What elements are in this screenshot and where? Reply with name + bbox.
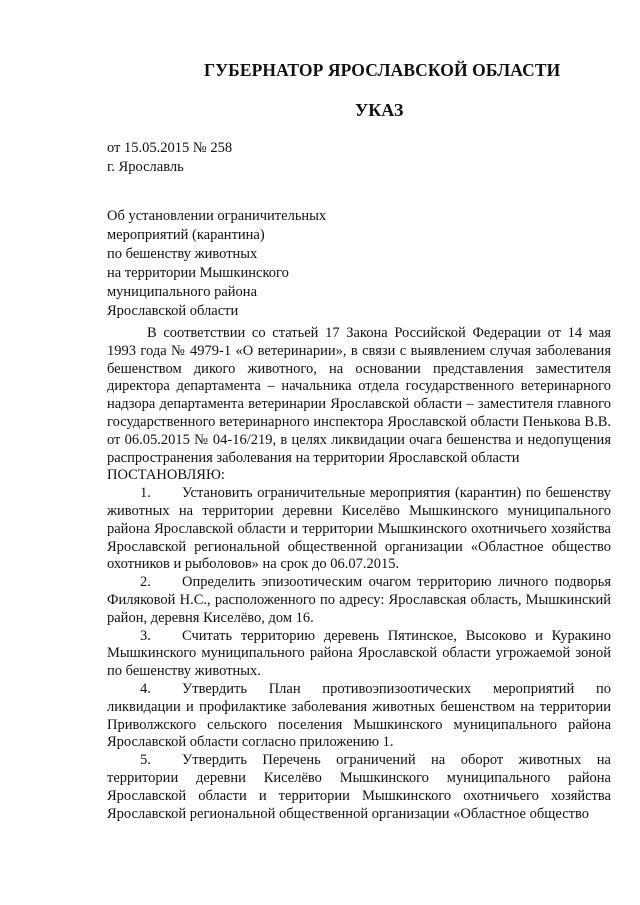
issuer-heading: ГУБЕРНАТОР ЯРОСЛАВСКОЙ ОБЛАСТИ [204,60,561,80]
item-number: 2. [140,574,151,591]
decree-word: ПОСТАНОВЛЯЮ: [107,467,225,484]
item-number: 1. [140,485,151,502]
preamble-paragraph: В соответствии со статьей 17 Закона Российской Федерации от 14 мая 1993 года № 4979-1 «О ветеринарии», в связи с выявлением случая заболевания бешенством дикого животного, на основании представления заместителя директора департамента – начальника отдела государственного ветеринарного надзора департамента ветеринарии Ярославской области – заместителя главного государственного ветеринарного инспектора Ярославской области Пенькова В.В. от 06.05.2015 № 04-16/219, в целях ликвидации очага бешенства и недопущения распространения заболевания на территории Ярославской области [107,325,611,466]
decree-item-1 [107,485,611,574]
item-text: Утвердить План противоэпизоотических мероприятий по ликвидации и профилактике заболевания животных бешенством на территории Приволжского сельского поселения Мышкинского муниципального района Ярославской области согласно приложению 1. [107,680,611,751]
item-number: 5. [140,752,151,769]
subject-line: Ярославской области [107,303,239,319]
document-body [107,325,611,823]
item-number: 4. [140,680,151,697]
subject-line: мероприятий (карантина) [107,227,265,243]
item-text: Установить ограничительные мероприятия (карантин) по бешенству животных на территории деревни Киселёво Мышкинского муниципального района Ярославской области и территории Мышкинского охотничьего хозяйства Ярославской региональной общественной организации «Областное общество охотников и рыболовов» на срок до 06.07.2015. [107,485,611,573]
subject-line: по бешенству животных [107,246,258,262]
date-number: от 15.05.2015 № 258 [107,140,233,156]
item-text: Определить эпизоотическим очагом территорию личного подворья Филяковой Н.С., расположенного по адресу: Ярославская область, Мышкинский район, деревня Киселёво, дом 16. [107,574,611,626]
item-text: Считать территорию деревень Пятинское, Высоково и Куракино Мышкинского муниципального района Ярославской области угрожаемой зоной по бешенству животных. [107,627,611,680]
decree-item-3 [107,628,611,681]
decree-item-2 [107,574,611,627]
item-text: Утвердить Перечень ограничений на оборот животных на территории деревни Киселёво Мышкинского муниципального района Ярославской области и территории Мышкинского охотничьего хозяйства Ярославской региональной общественной организации «Областное общество [107,752,611,822]
document-subject [107,207,326,321]
decree-item-4 [107,681,611,752]
decree-item-5 [107,752,611,823]
subject-line: Об установлении ограничительных [107,208,327,224]
subject-line: на территории Мышкинского [107,265,289,281]
item-number: 3. [140,627,151,644]
city: г. Ярославль [107,159,184,175]
document-type-heading: УКАЗ [355,100,404,120]
document-meta [107,139,232,177]
subject-line: муниципального района [107,284,257,300]
